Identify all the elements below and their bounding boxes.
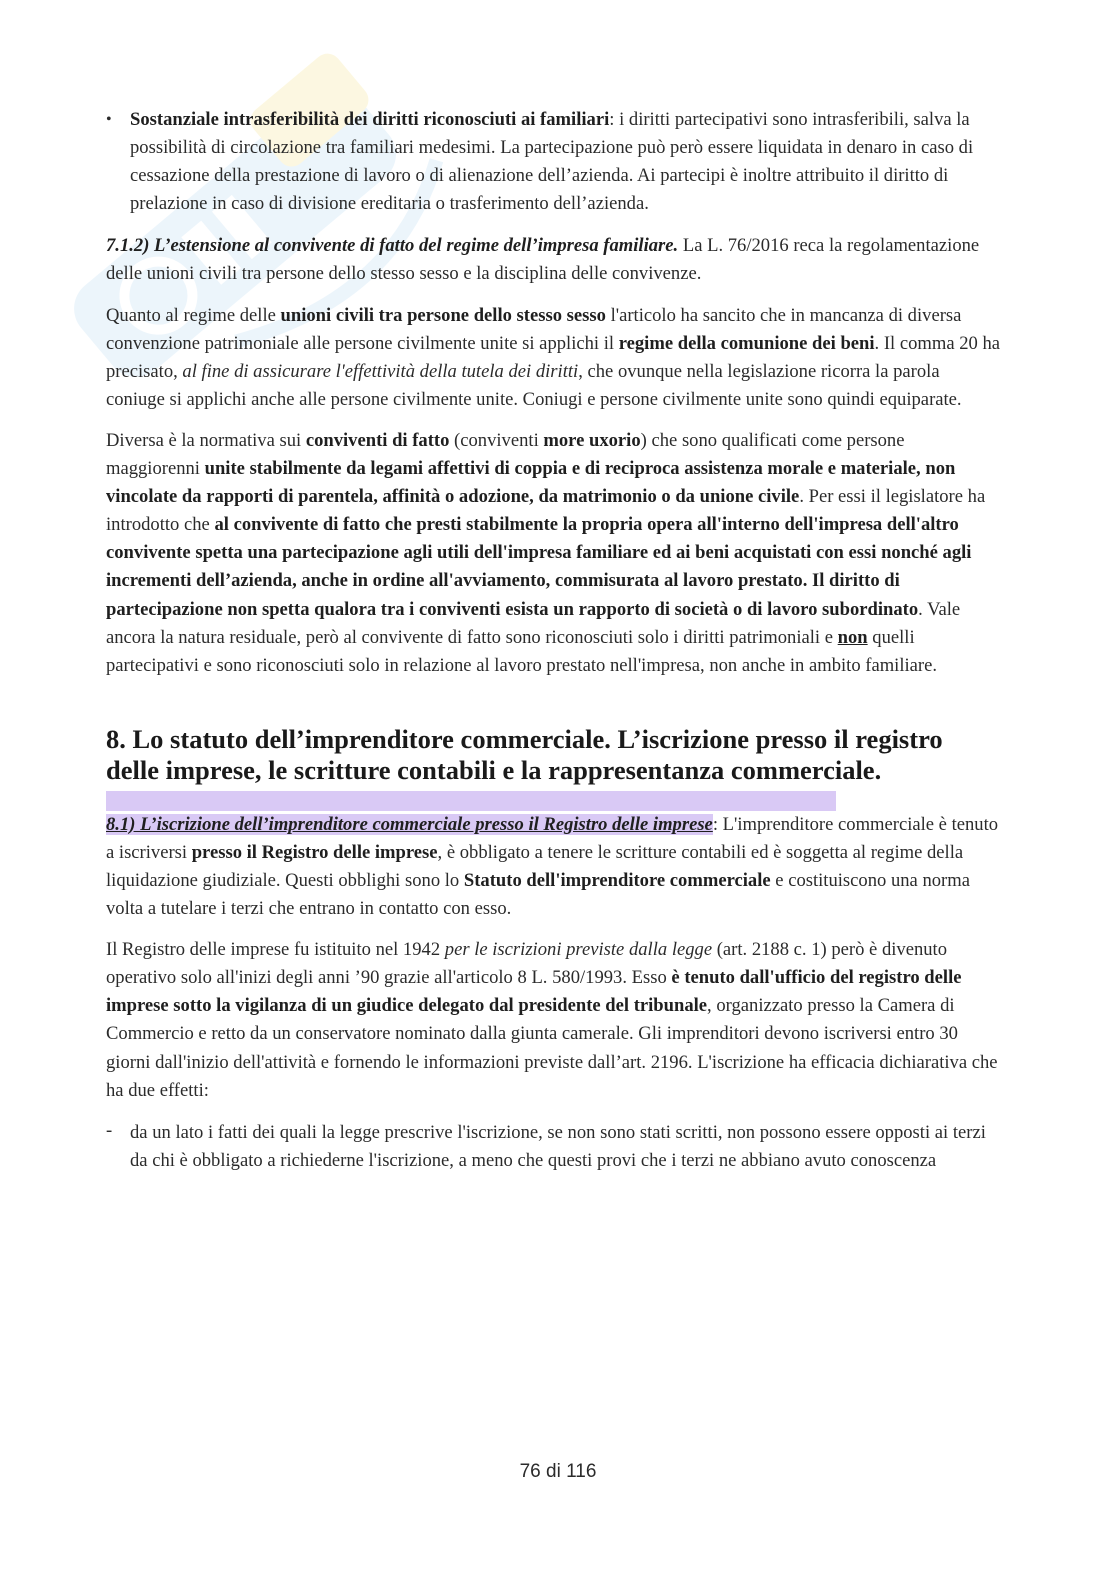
section-title-8-1: 8.1) L’iscrizione dell’imprenditore commerciale presso il Registro delle imprese (106, 813, 713, 835)
section-title-7-1-2: 7.1.2) L’estensione al convivente di fatto del regime dell’impresa familiare. (106, 235, 679, 257)
paragraph-registro: Il Registro delle imprese fu istituito nel 1942 per le iscrizioni previste dalla legge (art. 2188 c. 1) però è divenuto operativo solo all'inizi degli anni ’90 grazie all'articolo 8 L. 580/1993. Esso è tenuto dall'ufficio del registro delle imprese sotto la vigilanza di un giudice delegato dal presidente del tribunale, organizzato presso la Camera di Commercio e retto da un conservatore nominato dalla giunta camerale. Gli imprenditori devono iscriversi entro 30 giorni dall'inizio dell'attività e fornendo le informazioni previste dall’art. 2196. L'iscrizione ha efficacia dichiarativa che ha due effetti: (106, 939, 998, 1101)
highlight-band (106, 791, 836, 811)
page-number: 76 di 116 (519, 1461, 597, 1482)
bullet-item (106, 106, 1002, 218)
paragraph-conviventi: Diversa è la normativa sui conviventi di fatto (conviventi more uxorio) che sono qualificati come persone maggiorenni unite stabilmente da legami affettivi di coppia e di reciproca assistenza morale e materiale, non vincolate da rapporti di parentela, affinità o adozione, da matrimonio o da unione civile. Per essi il legislatore ha introdotto che al convivente di fatto che presti stabilmente la propria opera all'interno dell'impresa dell'altro convivente spetta una partecipazione agli utili dell'impresa familiare ed ai beni acquistati con essi nonché agli incrementi dell’azienda, anche in ordine all'avviamento, commisurata al lavoro prestato. Il diritto di partecipazione non spetta qualora tra i conviventi esista un rapporto di società o di lavoro subordinato. Vale ancora la natura residuale, però al convivente di fatto sono riconosciuti solo i diritti patrimoniali e non quelli partecipativi e sono riconosciuti solo in relazione al lavoro prestato nell'impresa, non anche in ambito familiare. (106, 429, 986, 676)
bullet-bold-text: Sostanziale intrasferibilità dei diritti riconosciuti ai familiari (130, 109, 610, 130)
paragraph-7-1-2: 7.1.2) L’estensione al convivente di fatto del regime dell’impresa familiare. La L. 76/2016 reca la regolamentazione delle unioni civili tra persone dello stesso sesso e la disciplina delle convivenze. (106, 235, 980, 285)
page-content (106, 106, 1002, 1175)
bullet-marker: • (106, 111, 112, 128)
bullet-text: : i diritti partecipativi sono intrasferibili, salva la possibilità di circolazione tra familiari medesimi. La partecipazione può però essere liquidata in denaro in caso di cessazione della prestazione di lavoro o di alienazione dell’azienda. Ai partecipi è inoltre attribuito il diritto di prelazione in caso di divisione ereditaria o trasferimento dell’azienda. (130, 109, 974, 215)
paragraph-unioni-civili: Quanto al regime delle unioni civili tra persone dello stesso sesso l'articolo ha sancito che in mancanza di diversa convenzione patrimoniale alle persone civilmente unite si applichi il regime della comunione dei beni. Il comma 20 ha precisato, al fine di assicurare l'effettività della tutela dei diritti, che ovunque nella legislazione ricorra la parola coniuge si applichi anche alle persone civilmente unite. Coniugi e persone civilmente unite sono quindi equiparate. (106, 304, 1001, 410)
paragraph-8-1: 8.1) L’iscrizione dell’imprenditore commerciale presso il Registro delle imprese: L'imprenditore commerciale è tenuto a iscriversi presso il Registro delle imprese, è obbligato a tenere le scritture contabili ed è soggetta al regime della liquidazione giudiziale. Questi obblighi sono lo Statuto dell'imprenditore commerciale e costituiscono una norma volta a tutelare i terzi che entrano in contatto con esso. (106, 813, 999, 920)
section-heading-8: 8. Lo statuto dell’imprenditore commerciale. L’iscrizione presso il registro delle imprese, le scritture contabili e la rappresentanza commerciale. (106, 723, 943, 785)
dash-marker: - (106, 1119, 113, 1141)
dash-list-item: - da un lato i fatti dei quali la legge prescrive l'iscrizione, se non sono stati scritti, non possono essere opposti ai terzi da chi è obbligato a richiederne l'iscrizione, a meno che questi provi che i terzi ne abbiano avuto conoscenza (106, 1119, 1002, 1175)
